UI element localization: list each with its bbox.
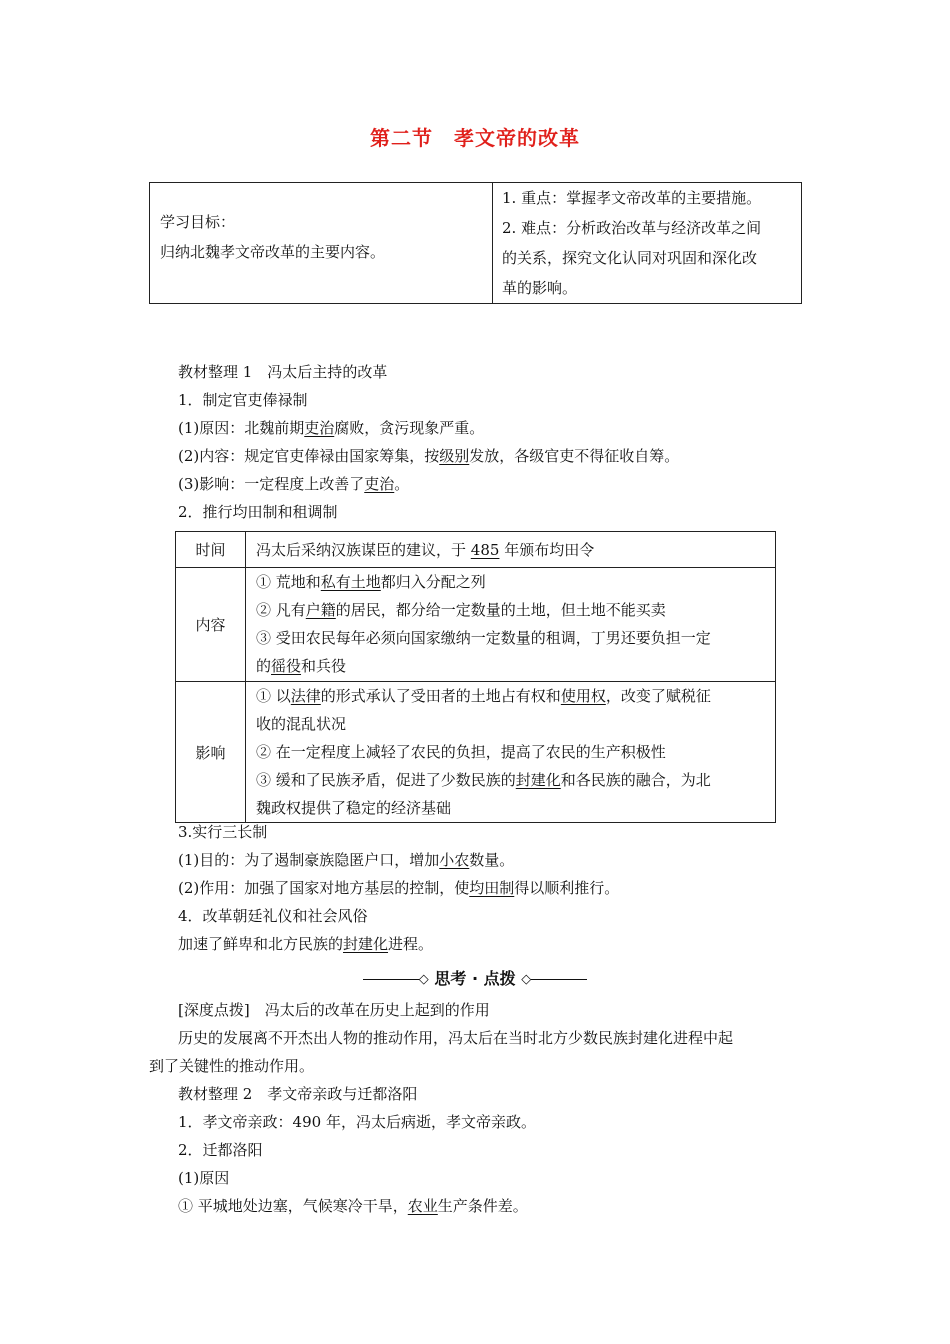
section1-item3: 3.实行三长制 <box>178 823 268 841</box>
goals-difficulty-1: 2. 难点：分析政治改革与经济改革之间 <box>502 219 762 237</box>
impact-row-5: 魏政权提供了稳定的经济基础 <box>256 799 452 817</box>
goals-left-cell <box>150 183 493 304</box>
divider-rule-right <box>531 979 587 980</box>
section1-content: (2)内容：规定官吏俸禄由国家筹集，按级别发放，各级官吏不得征收自筹。 <box>178 447 680 465</box>
goals-summary: 归纳北魏孝文帝改革的主要内容。 <box>160 243 386 261</box>
content-row-2: ② 凡有户籍的居民，都分给一定数量的土地，但土地不能买卖 <box>256 601 666 619</box>
goals-right-cell <box>493 183 802 304</box>
section1-role: (2)作用：加强了国家对地方基层的控制，使均田制得以顺利推行。 <box>178 879 620 897</box>
time-label: 时间 <box>176 532 246 568</box>
think-para-2: 到了关键性的推动作用。 <box>149 1057 315 1075</box>
content-label: 内容 <box>176 568 246 682</box>
page-title: 第二节 孝文帝的改革 <box>370 126 580 150</box>
section2-sub1: (1)原因 <box>178 1169 230 1187</box>
content-row-4: 的徭役和兵役 <box>256 657 347 675</box>
impact-row-2: 收的混乱状况 <box>256 715 347 733</box>
section1-item4-text: 加速了鲜卑和北方民族的封建化进程。 <box>178 935 434 953</box>
section1-effect: (3)影响：一定程度上改善了吏治。 <box>178 475 410 493</box>
section2-heading: 教材整理 2 孝文帝亲政与迁都洛阳 <box>178 1085 418 1103</box>
section2-item1: 1．孝文帝亲政：490 年，冯太后病逝，孝文帝亲政。 <box>178 1113 536 1131</box>
content-cell <box>246 568 776 682</box>
divider-rule-left <box>363 979 419 980</box>
impact-row-3: ② 在一定程度上减轻了农民的负担，提高了农民的生产积极性 <box>256 743 666 761</box>
goals-difficulty-2: 的关系，探究文化认同对巩固和深化改 <box>502 249 758 267</box>
section1-cause: (1)原因：北魏前期吏治腐败，贪污现象严重。 <box>178 419 485 437</box>
land-system-table <box>175 531 776 823</box>
goals-label: 学习目标： <box>160 213 236 231</box>
impact-row-1: ① 以法律的形式承认了受田者的土地占有权和使用权，改变了赋税征 <box>256 687 711 705</box>
section2-item2: 2．迁都洛阳 <box>178 1141 263 1159</box>
think-tag: [深度点拨] 冯太后的改革在历史上起到的作用 <box>178 1001 490 1019</box>
think-divider: ◇ 思考 · 点拨 ◇ <box>0 966 950 989</box>
section1-item4: 4．改革朝廷礼仪和社会风俗 <box>178 907 368 925</box>
think-para-1: 历史的发展离不开杰出人物的推动作用，冯太后在当时北方少数民族封建化进程中起 <box>178 1029 734 1047</box>
content-row-1: ① 荒地和私有土地都归入分配之列 <box>256 573 486 591</box>
content-row-3: ③ 受田农民每年必须向国家缴纳一定数量的租调，丁男还要负担一定 <box>256 629 711 647</box>
goals-key-point: 1. 重点：掌握孝文帝改革的主要措施。 <box>502 189 762 207</box>
section2-reason1: ① 平城地处边塞，气候寒冷干旱，农业生产条件差。 <box>178 1197 528 1215</box>
section1-heading: 教材整理 1 冯太后主持的改革 <box>178 363 388 381</box>
section1-item2: 2．推行均田制和租调制 <box>178 503 338 521</box>
impact-cell <box>246 682 776 823</box>
section1-item1: 1．制定官吏俸禄制 <box>178 391 308 409</box>
time-value: 冯太后采纳汉族谋臣的建议，于 485 年颁布均田令 <box>246 532 776 568</box>
section1-purpose: (1)目的：为了遏制豪族隐匿户口，增加小农数量。 <box>178 851 515 869</box>
goals-difficulty-3: 革的影响。 <box>502 279 578 297</box>
impact-label: 影响 <box>176 682 246 823</box>
learning-goals-table <box>149 182 802 304</box>
impact-row-4: ③ 缓和了民族矛盾，促进了少数民族的封建化和各民族的融合，为北 <box>256 771 711 789</box>
